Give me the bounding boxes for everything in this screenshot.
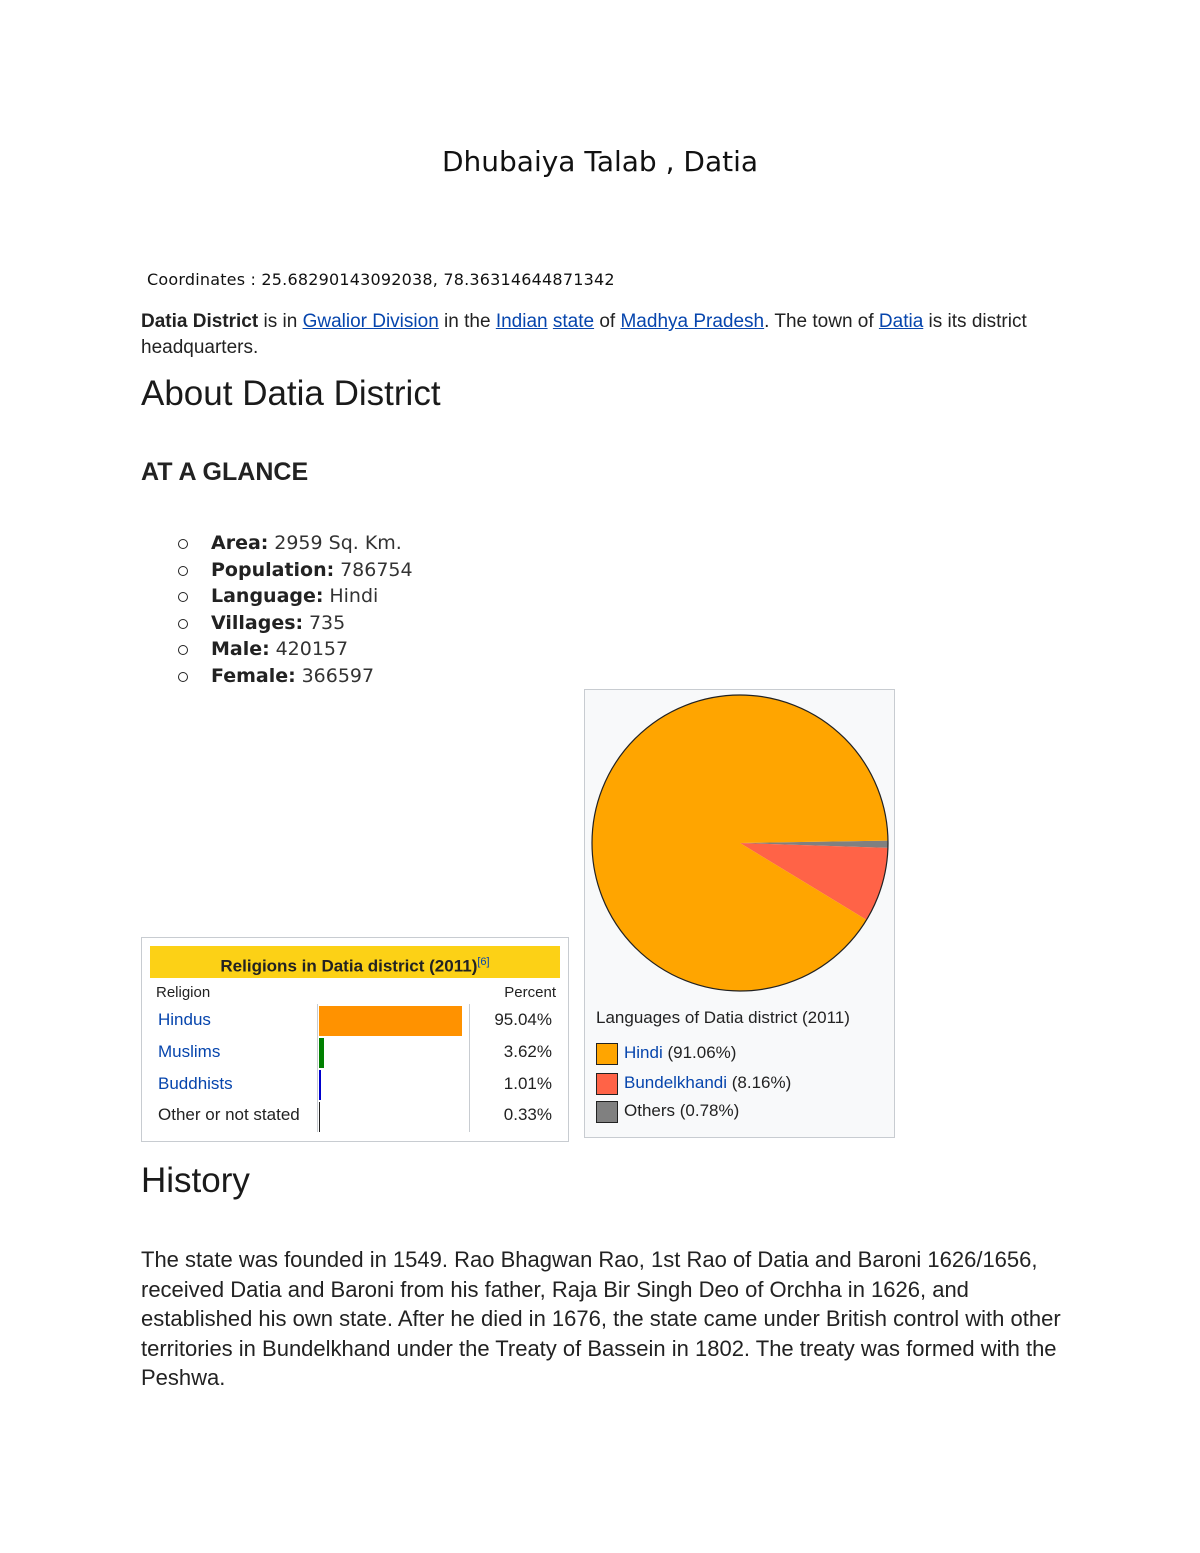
languages-pie-chart <box>590 693 890 997</box>
religion-row-percent: 95.04% <box>494 1010 552 1029</box>
religion-row-percent: 0.33% <box>503 1105 552 1124</box>
list-item <box>175 583 413 610</box>
column-divider <box>469 1004 470 1132</box>
religion-row-name[interactable]: Hindus <box>158 1010 211 1029</box>
legend-label: Others <box>624 1101 676 1120</box>
intro-paragraph <box>141 309 1061 361</box>
bullet-icon <box>178 592 188 602</box>
coordinates-value: 25.68290143092038, 78.36314644871342 <box>261 270 615 289</box>
glance-heading: AT A GLANCE <box>141 458 309 486</box>
list-item <box>175 530 413 557</box>
fact-value: Hindi <box>329 585 379 607</box>
religion-table <box>141 937 569 1142</box>
history-heading: History <box>141 1161 250 1200</box>
fact-value: 420157 <box>275 638 349 660</box>
list-item <box>175 557 413 584</box>
intro-bold: Datia District <box>141 311 259 332</box>
fact-value: 735 <box>308 611 346 634</box>
facts-list <box>175 530 413 689</box>
religion-bar <box>319 1102 320 1132</box>
coordinates-label: Coordinates : <box>147 270 257 289</box>
link-madhya-pradesh[interactable]: Madhya Pradesh <box>620 311 765 332</box>
page-title: Dhubaiya Talab , Datia <box>441 145 759 178</box>
fact-label: Villages: <box>211 611 304 634</box>
legend-label[interactable]: Bundelkhandi <box>624 1073 728 1092</box>
religion-bar <box>319 1038 324 1068</box>
legend-value: (0.78%) <box>679 1101 740 1120</box>
column-divider <box>317 1004 318 1132</box>
link-gwalior-division[interactable]: Gwalior Division <box>302 311 439 332</box>
column-header-percent: Percent <box>504 984 556 1001</box>
bullet-icon <box>178 645 188 655</box>
link-datia[interactable]: Datia <box>878 311 924 332</box>
list-item <box>175 663 413 690</box>
legend-item <box>596 1098 739 1124</box>
legend-label[interactable]: Hindi <box>624 1043 663 1062</box>
legend-swatch <box>596 1101 618 1123</box>
religion-bar <box>319 1006 462 1036</box>
about-heading: About Datia District <box>141 374 441 413</box>
column-header-religion: Religion <box>156 984 211 1001</box>
bullet-icon <box>178 566 188 576</box>
fact-value: 366597 <box>301 664 375 687</box>
religion-caption-text: Religions in Datia district (2011) <box>220 956 478 976</box>
legend-item <box>596 1070 791 1096</box>
intro-text: in the <box>438 311 496 332</box>
intro-text: of <box>594 311 621 332</box>
languages-chart <box>584 689 895 1138</box>
fact-label: Area: <box>211 532 269 554</box>
religion-row-name[interactable]: Buddhists <box>158 1074 233 1093</box>
list-item <box>175 636 413 663</box>
religion-table-caption <box>150 946 560 978</box>
religion-row-percent: 3.62% <box>503 1042 552 1061</box>
legend-value: (91.06%) <box>667 1043 737 1062</box>
religion-row-name[interactable]: Muslims <box>158 1042 221 1061</box>
religion-row-name: Other or not stated <box>158 1105 300 1124</box>
legend-swatch <box>596 1073 618 1095</box>
bullet-icon <box>178 619 188 629</box>
fact-label: Male: <box>211 638 270 660</box>
link-state[interactable]: state <box>552 311 595 332</box>
religion-bar <box>319 1070 321 1100</box>
chart-title: Languages of Datia district (2011) <box>596 1008 850 1027</box>
intro-text: is in <box>258 311 303 332</box>
list-item <box>175 610 413 637</box>
intro-text: is its district headquarters. <box>141 311 1027 358</box>
history-paragraph: The state was founded in 1549. Rao Bhagwan Rao, 1st Rao of Datia and Baroni 1626/1656, received Datia and Baroni from his father, Raja Bir Singh Deo of Orchha in 1626, and established his own state. After he died in 1676, the state came under British control with other territories in Bundelkhand under the Treaty of Bassein in 1802. The treaty was formed with the Peshwa. <box>141 1247 1061 1390</box>
fact-label: Population: <box>211 558 335 581</box>
fact-label: Language: <box>211 585 324 607</box>
legend-item <box>596 1040 736 1066</box>
bullet-icon <box>178 672 188 682</box>
fact-value: 786754 <box>340 558 413 581</box>
legend-swatch <box>596 1043 618 1065</box>
fact-label: Female: <box>211 664 296 687</box>
legend-value: (8.16%) <box>731 1073 792 1092</box>
intro-text: . The town of <box>764 311 879 332</box>
bullet-icon <box>178 539 188 549</box>
fact-value: 2959 Sq. Km. <box>274 532 402 554</box>
religion-row-percent: 1.01% <box>503 1074 552 1093</box>
reference-link[interactable]: [6] <box>477 956 490 968</box>
coordinates <box>147 270 615 289</box>
link-indian[interactable]: Indian <box>495 311 548 332</box>
